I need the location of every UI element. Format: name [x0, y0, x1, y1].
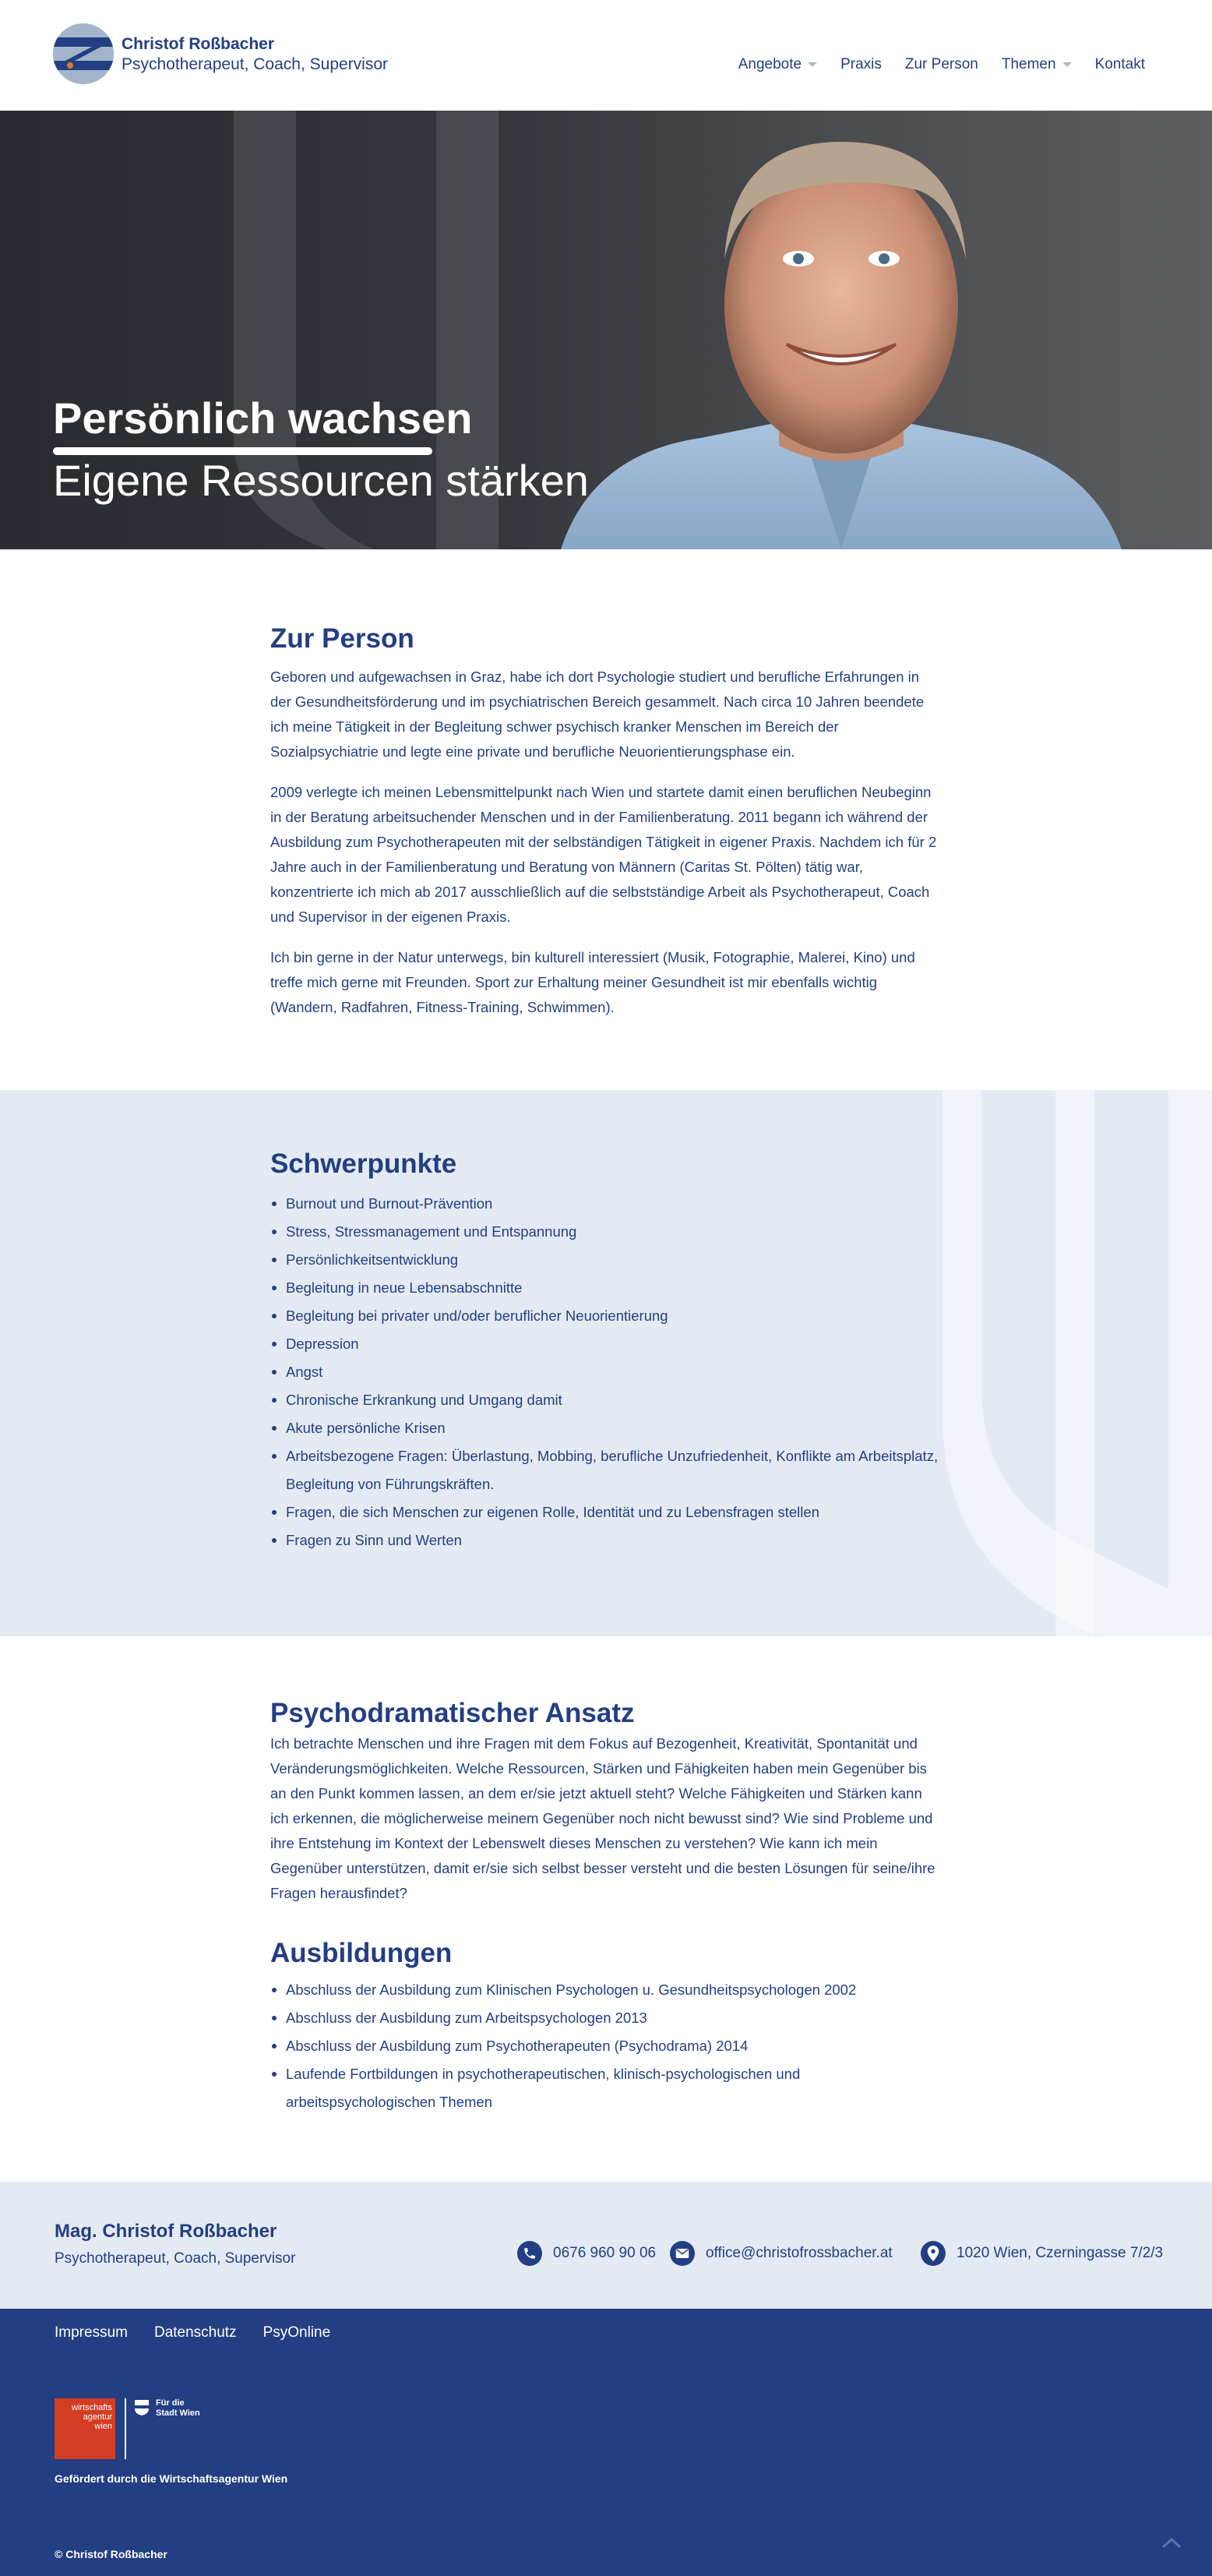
section-zur-person	[0, 549, 1212, 1090]
footer-link-psyonline[interactable]: PsyOnline	[262, 2324, 331, 2341]
contact-address[interactable]	[921, 2241, 1163, 2266]
section-schwerpunkte	[0, 1090, 1212, 1636]
hero-title: Persönlich wachsen	[53, 393, 473, 443]
section-heading: Psychodramatischer Ansatz	[270, 1698, 635, 1728]
wa-logo-line: wirtschafts	[72, 2403, 112, 2412]
footer-link-impressum[interactable]: Impressum	[55, 2324, 128, 2341]
list-item: Arbeitsbezogene Fragen: Überlastung, Mobbing, berufliche Unzufriedenheit, Konflikte am Arbeitsplatz, Begleitung von Führungskräften.	[270, 1442, 943, 1498]
section-psychodrama	[0, 1636, 1212, 2182]
paragraph: Ich bin gerne in der Natur unterwegs, bin kulturell interessiert (Musik, Fotographie, Malerei, Kino) und treffe mich gerne mit Freunden. Sport zur Erhaltung meiner Gesundheit ist mir ebenfalls wichtig (Wandern, Radfahren, Fitness-Training, Schwimmen).	[270, 949, 915, 1015]
list-item: Persönlichkeitsentwicklung	[270, 1246, 943, 1274]
nav-item-kontakt[interactable]	[1095, 56, 1145, 73]
chevron-down-icon	[808, 62, 817, 67]
list-item: Laufende Fortbildungen in psychotherapeutischen, klinisch-psychologischen und arbeitspsychologischen Themen	[270, 2060, 943, 2116]
logo-icon[interactable]	[53, 23, 114, 84]
brand[interactable]	[122, 34, 388, 75]
contact-bar	[0, 2182, 1212, 2309]
site-header	[0, 0, 1212, 111]
hero-banner	[0, 111, 1212, 549]
scroll-to-top-icon[interactable]	[1161, 2535, 1182, 2550]
nav-label: Kontakt	[1094, 56, 1145, 72]
list-item: Akute persönliche Krisen	[270, 1414, 943, 1442]
list-item: Abschluss der Ausbildung zum Klinischen Psychologen u. Gesundheitspsychologen 2002	[270, 1976, 943, 2004]
focus-list	[270, 1190, 943, 1554]
background-shape	[919, 1090, 1212, 1636]
chevron-down-icon	[1062, 62, 1072, 67]
address: 1020 Wien, Czerningasse 7/2/3	[957, 2245, 1164, 2261]
email-address: office@christofrossbacher.at	[706, 2245, 893, 2261]
list-item: Burnout und Burnout-Prävention	[270, 1190, 943, 1218]
paragraph: Ich betrachte Menschen und ihre Fragen mit dem Fokus auf Bezogenheit, Kreativität, Spontanität und Veränderungsmöglichkeiten. Welche Ressourcen, Stärken und Fähigkeiten haben mein Gegenüber bis an den Punkt kommen lassen, an dem er/sie jetzt aktuell steht? Welche Fähigkeiten und Stärken kann ich erkennen, die möglicherweise meinem Gegenüber noch nicht bewusst sind? Wie sind Probleme und ihre Entstehung im Kontext der Lebenswelt dieses Menschen zu verstehen? Wie kann ich mein Gegenüber unterstützen, damit er/sie sich selbst besser versteht und die besten Lösungen für seine/ihre Fragen herausfindet?	[270, 1735, 935, 1901]
nav-item-zur-person[interactable]	[905, 56, 978, 73]
section-heading-ausbildungen: Ausbildungen	[270, 1938, 453, 1968]
wien-logo-line: Für die	[156, 2398, 185, 2408]
wa-logo-line: wien	[94, 2422, 112, 2431]
hero-title-underline	[53, 447, 432, 455]
list-item: Stress, Stressmanagement und Entspannung	[270, 1218, 943, 1246]
contact-phone[interactable]	[517, 2241, 656, 2266]
nav-item-praxis[interactable]	[840, 56, 882, 73]
list-item: Angst	[270, 1358, 943, 1386]
nav-label: Angebote	[738, 56, 802, 72]
education-list	[270, 1976, 943, 2116]
brand-subtitle[interactable]: Psychotherapeut, Coach, Supervisor	[122, 55, 389, 73]
footer-link-datenschutz[interactable]: Datenschutz	[153, 2324, 237, 2341]
hero-subtitle: Eigene Ressourcen stärken	[53, 456, 589, 505]
location-pin-icon	[921, 2241, 946, 2266]
phone-icon	[517, 2241, 542, 2266]
nav-item-themen[interactable]	[1002, 56, 1072, 73]
phone-number: 0676 960 90 06	[553, 2245, 657, 2261]
copyright: © Christof Roßbacher	[55, 2548, 167, 2560]
list-item: Fragen zu Sinn und Werten	[270, 1526, 943, 1554]
nav-label: Themen	[1001, 56, 1056, 72]
paragraph: 2009 verlegte ich meinen Lebensmittelpunkt nach Wien und startete damit einen beruflichen Neubeginn in der Beratung arbeitsuchender Menschen und in der Familienberatung. 2011 begann ich während der Ausbildung zum Psychotherapeuten mit der selbständigen Tätigkeit in eigener Praxis. Nachdem ich für 2 Jahre auch in der Familienberatung und Beratung von Männern (Caritas St. Pölten) tätig war, konzentrierte ich mich ab 2017 ausschließlich auf die selbstständige Arbeit als Psychotherapeut, Coach und Supervisor in der eigenen Praxis.	[270, 784, 937, 925]
section-heading: Schwerpunkte	[270, 1149, 457, 1179]
contact-subtitle: Psychotherapeut, Coach, Supervisor	[55, 2250, 296, 2267]
list-item: Chronische Erkrankung und Umgang damit	[270, 1386, 943, 1414]
wien-shield-icon	[134, 2399, 150, 2416]
funding-note: Gefördert durch die Wirtschaftsagentur Wien	[55, 2472, 288, 2485]
list-item: Fragen, die sich Menschen zur eigenen Rolle, Identität und zu Lebensfragen stellen	[270, 1498, 943, 1526]
site-footer	[0, 2309, 1212, 2576]
logo-divider	[125, 2398, 126, 2459]
contact-email[interactable]	[670, 2241, 893, 2266]
wien-logo-line: Stadt Wien	[156, 2408, 200, 2418]
main-nav	[715, 56, 1145, 73]
nav-label: Zur Person	[904, 56, 978, 72]
paragraph: Geboren und aufgewachsen in Graz, habe ich dort Psychologie studiert und berufliche Erfahrungen in der Gesundheitsförderung und im psychiatrischen Bereich gesammelt. Nach circa 10 Jahren beendete ich meine Tätigkeit in der Begleitung schwer psychisch kranker Menschen im Bereich der Sozialpsychiatrie und legte eine private und berufliche Neuorientierungsphase ein.	[270, 669, 925, 760]
list-item: Depression	[270, 1330, 943, 1358]
footer-links	[55, 2324, 357, 2341]
wa-logo-text	[72, 2403, 112, 2431]
wien-logo-text	[156, 2398, 200, 2419]
list-item: Abschluss der Ausbildung zum Arbeitspsychologen 2013	[270, 2004, 943, 2032]
nav-item-angebote[interactable]	[738, 56, 817, 73]
list-item: Abschluss der Ausbildung zum Psychotherapeuten (Psychodrama) 2014	[270, 2032, 943, 2060]
list-item: Begleitung bei privater und/oder beruflicher Neuorientierung	[270, 1302, 943, 1330]
mail-icon	[670, 2241, 695, 2266]
contact-name: Mag. Christof Roßbacher	[55, 2221, 277, 2242]
section-heading: Zur Person	[270, 623, 414, 654]
brand-name[interactable]: Christof Roßbacher	[122, 35, 275, 53]
nav-label: Praxis	[840, 56, 882, 72]
list-item: Begleitung in neue Lebensabschnitte	[270, 1274, 943, 1302]
wirtschaftsagentur-logo[interactable]	[55, 2398, 115, 2459]
wa-logo-line: agentur	[83, 2412, 112, 2422]
